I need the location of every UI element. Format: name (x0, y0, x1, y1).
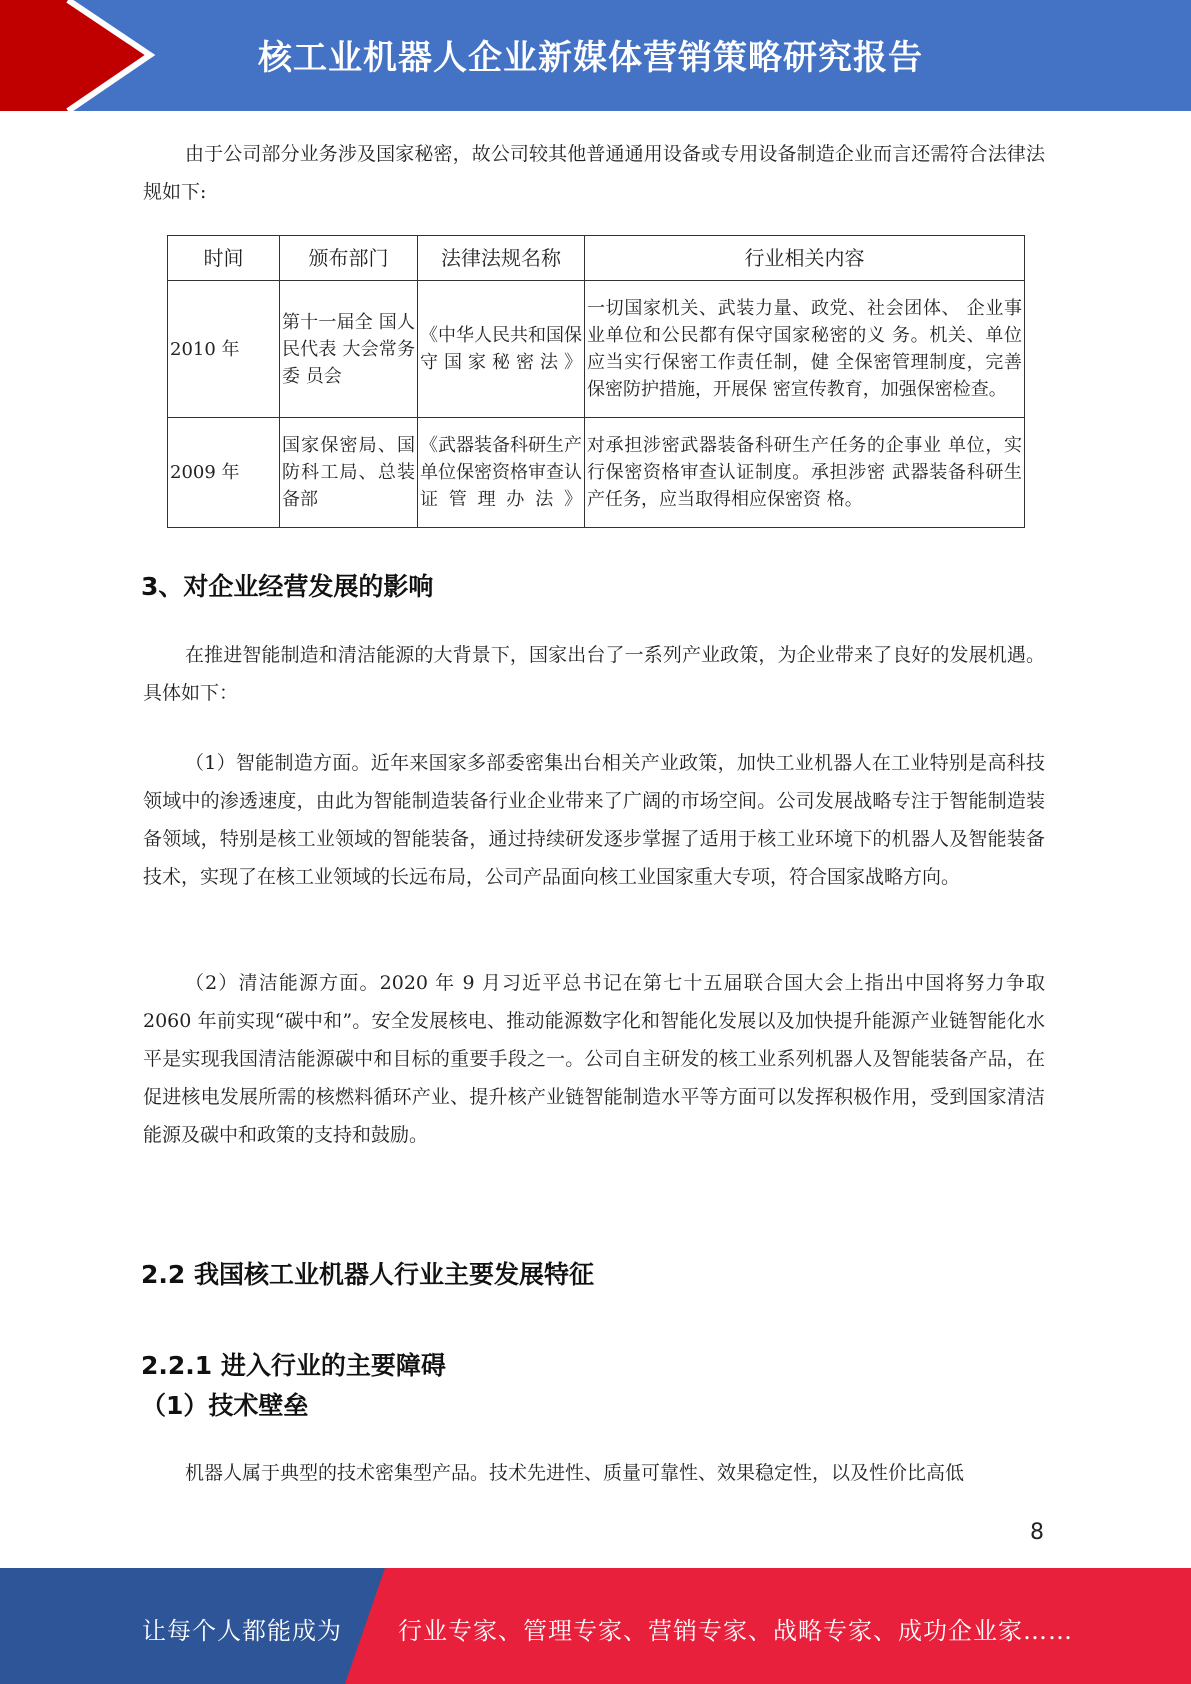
cell-content: 对承担涉密武器装备科研生产任务的企事业 单位，实行保密资格审查认证制度。承担涉密 武器装备科研生产任务，应当取得相应保密资 格。 (585, 418, 1025, 528)
header-cell-content: 行业相关内容 (585, 236, 1025, 281)
cell-year: 2009 年 (168, 418, 280, 528)
paragraph-tech-barrier: 机器人属于典型的技术密集型产品。技术先进性、质量可靠性、效果稳定性，以及性价比高低 (185, 1462, 965, 1484)
report-title: 核工业机器人企业新媒体营销策略研究报告 (258, 38, 923, 78)
table-header-row (168, 236, 1025, 281)
table-row (168, 281, 1025, 418)
header-arrow-icon (0, 0, 160, 111)
header-cell-dept: 颁布部门 (280, 236, 418, 281)
cell-dept: 国家保密局、国防科工局、总装备部 (280, 418, 418, 528)
cell-law: 《武器装备科研生产单位保密资格审查认证管理办法》 (418, 418, 585, 528)
section-heading-impact: 3、对企业经营发展的影响 (141, 572, 434, 601)
table-row (168, 418, 1025, 528)
paragraph-clean-energy: （2）清洁能源方面。2020 年 9 月习近平总书记在第七十五届联合国大会上指出中国将努力争取 2060 年前实现“碳中和”。安全发展核电、推动能源数字化和智能化发展以及加快提升能源产业链智能化水平是实现我国清洁能源碳中和目标的重要手段之一。公司自主研发的核工业系列机器人及智能装备产品，在促进核电发展所需的核燃料循环产业、提升核产业链智能制造水平等方面可以发挥积极作用，受到国家清洁能源及碳中和政策的支持和鼓励。 (143, 972, 1045, 1146)
section-heading-tech-barrier: （1）技术壁垒 (141, 1391, 309, 1420)
footer-slogan-left: 让每个人都能成为 (142, 1617, 342, 1645)
page-number: 8 (1030, 1520, 1044, 1545)
intro-paragraph: 由于公司部分业务涉及国家秘密，故公司较其他普通通用设备或专用设备制造企业而言还需符合法律法规如下: (143, 143, 1045, 203)
section-heading-2-2: 2.2 我国核工业机器人行业主要发展特征 (141, 1260, 594, 1289)
cell-dept: 第十一届全 国人民代表 大会常务委 员会 (280, 281, 418, 418)
header-cell-time: 时间 (168, 236, 280, 281)
section-heading-2-2-1: 2.2.1 进入行业的主要障碍 (141, 1351, 446, 1380)
cell-year: 2010 年 (168, 281, 280, 418)
paragraph-smart-manufacturing: （1）智能制造方面。近年来国家多部委密集出台相关产业政策，加快工业机器人在工业特别是高科技领域中的渗透速度，由此为智能制造装备行业企业带来了广阔的市场空间。公司发展战略专注于智能制造装备领域，特别是核工业领域的智能装备，通过持续研发逐步掌握了适用于核工业环境下的机器人及智能装备技术，实现了在核工业领域的长远布局，公司产品面向核工业国家重大专项，符合国家战略方向。 (143, 752, 1045, 888)
page-header (0, 0, 1191, 111)
footer-slogan-right: 行业专家、管理专家、营销专家、战略专家、成功企业家…… (398, 1617, 1073, 1645)
page-footer (0, 1568, 1191, 1684)
paragraph-opportunity: 在推进智能制造和清洁能源的大背景下，国家出台了一系列产业政策，为企业带来了良好的发展机遇。具体如下： (143, 644, 1045, 704)
cell-law: 《中华人民共和国保守国家秘密法》 (418, 281, 585, 418)
header-cell-law: 法律法规名称 (418, 236, 585, 281)
cell-content: 一切国家机关、武装力量、政党、社会团体、 企业事业单位和公民都有保守国家秘密的义 务。机关、单位应当实行保密工作责任制，健 全保密管理制度，完善保密防护措施，开展保 密宣传教育，加强保密检查。 (585, 281, 1025, 418)
regulation-table (167, 235, 1025, 528)
